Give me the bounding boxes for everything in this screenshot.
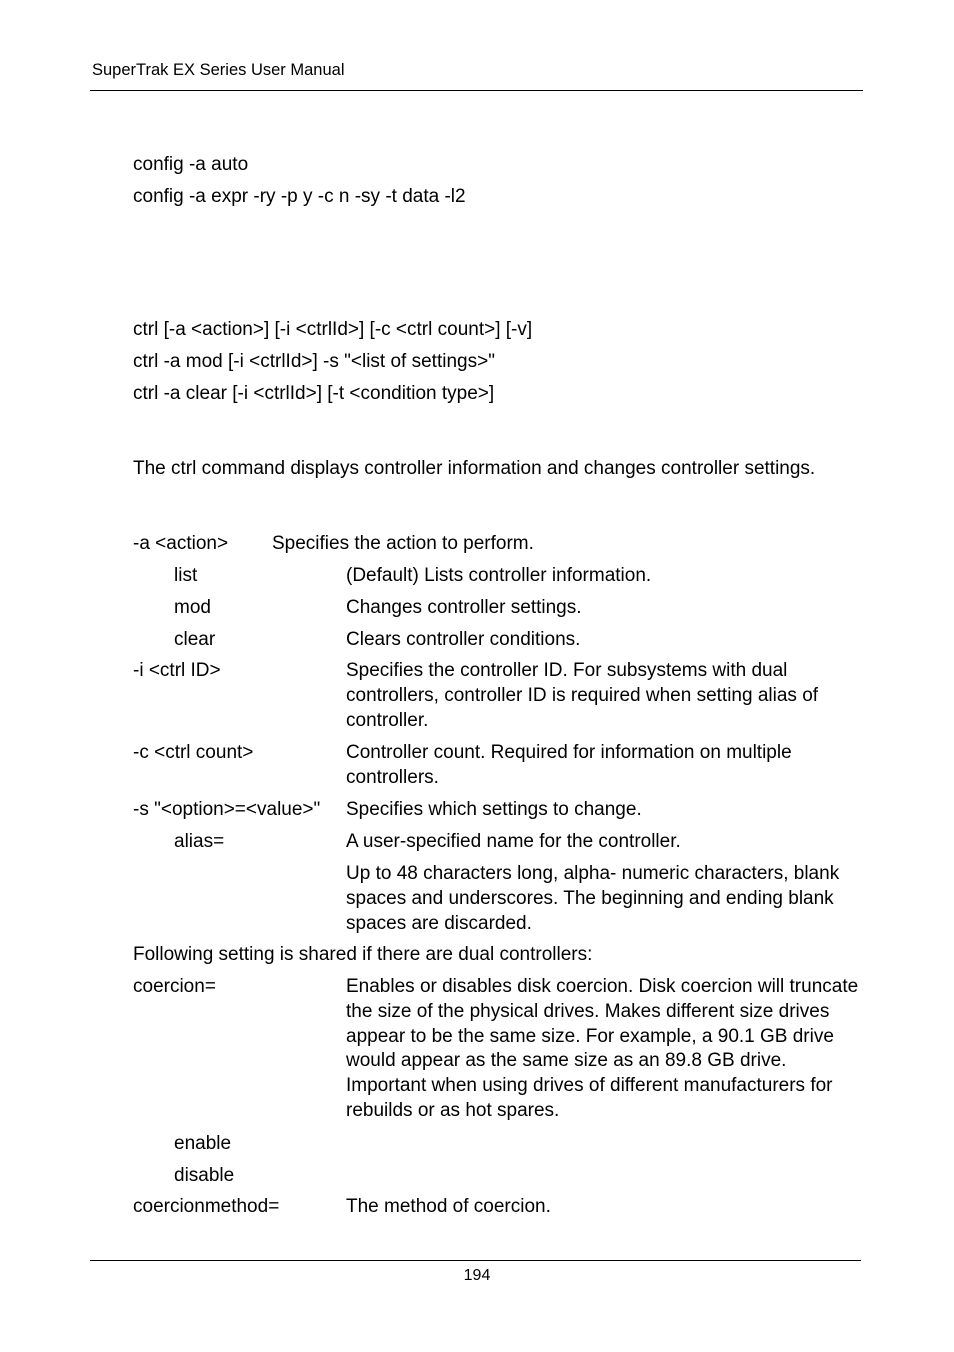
option-a-key: -a <action> bbox=[133, 533, 229, 554]
option-alias-desc: A user-specified name for the controller. bbox=[346, 831, 681, 852]
option-clear-desc: Clears controller conditions. bbox=[346, 629, 581, 650]
option-list-desc: (Default) Lists controller information. bbox=[346, 565, 652, 586]
option-coercionmethod-key: coercionmethod= bbox=[133, 1196, 280, 1217]
option-coercion-desc: Enables or disables disk coercion. Disk coercion will truncate the size of the physical drives. Makes different size drives appear to be the same size. For example, a 90.1 GB drive would appear as the same size as an 89.8 GB drive. Important when using drives of different manufacturers for rebuilds or as hot spares. bbox=[346, 976, 859, 1121]
usage-line-1: ctrl [-a <action>] [-i <ctrlId>] [-c <ctrl count>] [-v] bbox=[133, 319, 533, 340]
option-coercionmethod-desc: The method of coercion. bbox=[346, 1196, 551, 1217]
usage-line-2: ctrl -a mod [-i <ctrlId>] -s "<list of settings>" bbox=[133, 351, 495, 372]
option-disable-key: disable bbox=[174, 1165, 235, 1186]
option-list-key: list bbox=[174, 565, 198, 586]
option-c-desc: Controller count. Required for information on multiple controllers. bbox=[346, 742, 792, 788]
usage-line-3: ctrl -a clear [-i <ctrlId>] [-t <condition type>] bbox=[133, 383, 495, 404]
option-coercion-key: coercion= bbox=[133, 976, 216, 997]
option-a-desc: Specifies the action to perform. bbox=[272, 533, 534, 554]
page-number: 194 bbox=[463, 1267, 491, 1284]
running-header: SuperTrak EX Series User Manual bbox=[92, 61, 345, 79]
example-line-1: config -a auto bbox=[133, 154, 249, 175]
shared-setting-note: Following setting is shared if there are dual controllers: bbox=[133, 944, 593, 965]
option-s-key: -s "<option>=<value>" bbox=[133, 799, 321, 820]
description-text: The ctrl command displays controller information and changes controller settings. bbox=[133, 458, 816, 479]
option-alias-desc-detail: Up to 48 characters long, alpha- numeric characters, blank spaces and underscores. The beginning and ending blank spaces are discarded. bbox=[346, 863, 840, 934]
option-c-key: -c <ctrl count> bbox=[133, 742, 254, 763]
option-i-desc: Specifies the controller ID. For subsystems with dual controllers, controller ID is required when setting alias of controller. bbox=[346, 660, 819, 731]
option-i-key: -i <ctrl ID> bbox=[133, 660, 221, 681]
option-mod-desc: Changes controller settings. bbox=[346, 597, 582, 618]
header-rule bbox=[90, 90, 863, 91]
option-s-desc: Specifies which settings to change. bbox=[346, 799, 642, 820]
option-clear-key: clear bbox=[174, 629, 216, 650]
example-line-2: config -a expr -ry -p y -c n -sy -t data -l2 bbox=[133, 186, 466, 207]
option-alias-key: alias= bbox=[174, 831, 225, 852]
option-mod-key: mod bbox=[174, 597, 211, 618]
footer-rule bbox=[90, 1260, 861, 1261]
option-enable-key: enable bbox=[174, 1133, 232, 1154]
